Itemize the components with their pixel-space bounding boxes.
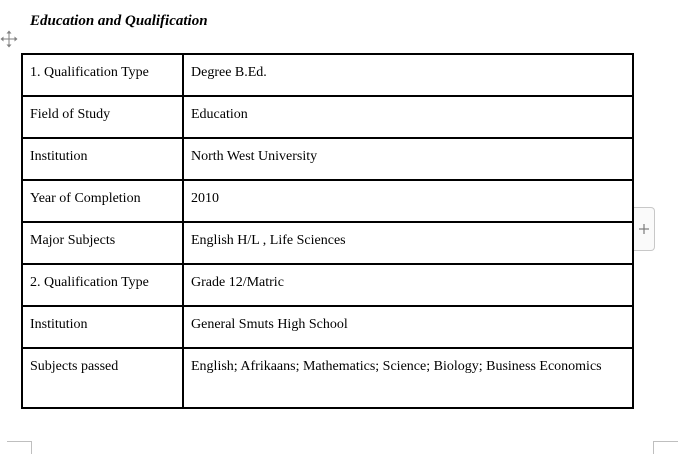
table-cell-label[interactable]: Institution xyxy=(22,306,183,348)
table-cell-label[interactable]: 1. Qualification Type xyxy=(22,54,183,96)
table-cell-value[interactable]: 2010 xyxy=(183,180,633,222)
table-move-handle-icon[interactable] xyxy=(0,30,18,48)
table-row xyxy=(22,54,633,96)
table-cell-value[interactable]: English; Afrikaans; Mathematics; Science; Biology; Business Economics xyxy=(183,348,633,408)
page-corner-mark-left xyxy=(7,441,32,454)
table-cell-label[interactable]: 2. Qualification Type xyxy=(22,264,183,306)
table-cell-value[interactable]: Degree B.Ed. xyxy=(183,54,633,96)
table-row xyxy=(22,306,633,348)
table-row xyxy=(22,264,633,306)
table-cell-value[interactable]: General Smuts High School xyxy=(183,306,633,348)
table-row xyxy=(22,138,633,180)
table-cell-value[interactable]: North West University xyxy=(183,138,633,180)
page-corner-mark-right xyxy=(653,441,678,454)
table-row xyxy=(22,348,633,408)
table-cell-value[interactable]: Grade 12/Matric xyxy=(183,264,633,306)
table-row xyxy=(22,96,633,138)
table-cell-label[interactable]: Major Subjects xyxy=(22,222,183,264)
table-row xyxy=(22,222,633,264)
table-cell-label[interactable]: Field of Study xyxy=(22,96,183,138)
section-heading: Education and Qualification xyxy=(30,13,208,29)
table-cell-label[interactable]: Subjects passed xyxy=(22,348,183,408)
table-cell-label[interactable]: Year of Completion xyxy=(22,180,183,222)
add-row-button[interactable] xyxy=(634,207,655,251)
table-cell-label[interactable]: Institution xyxy=(22,138,183,180)
plus-icon xyxy=(638,223,650,235)
table-cell-value[interactable]: Education xyxy=(183,96,633,138)
table-row xyxy=(22,180,633,222)
education-table xyxy=(21,53,634,409)
table-cell-value[interactable]: English H/L , Life Sciences xyxy=(183,222,633,264)
